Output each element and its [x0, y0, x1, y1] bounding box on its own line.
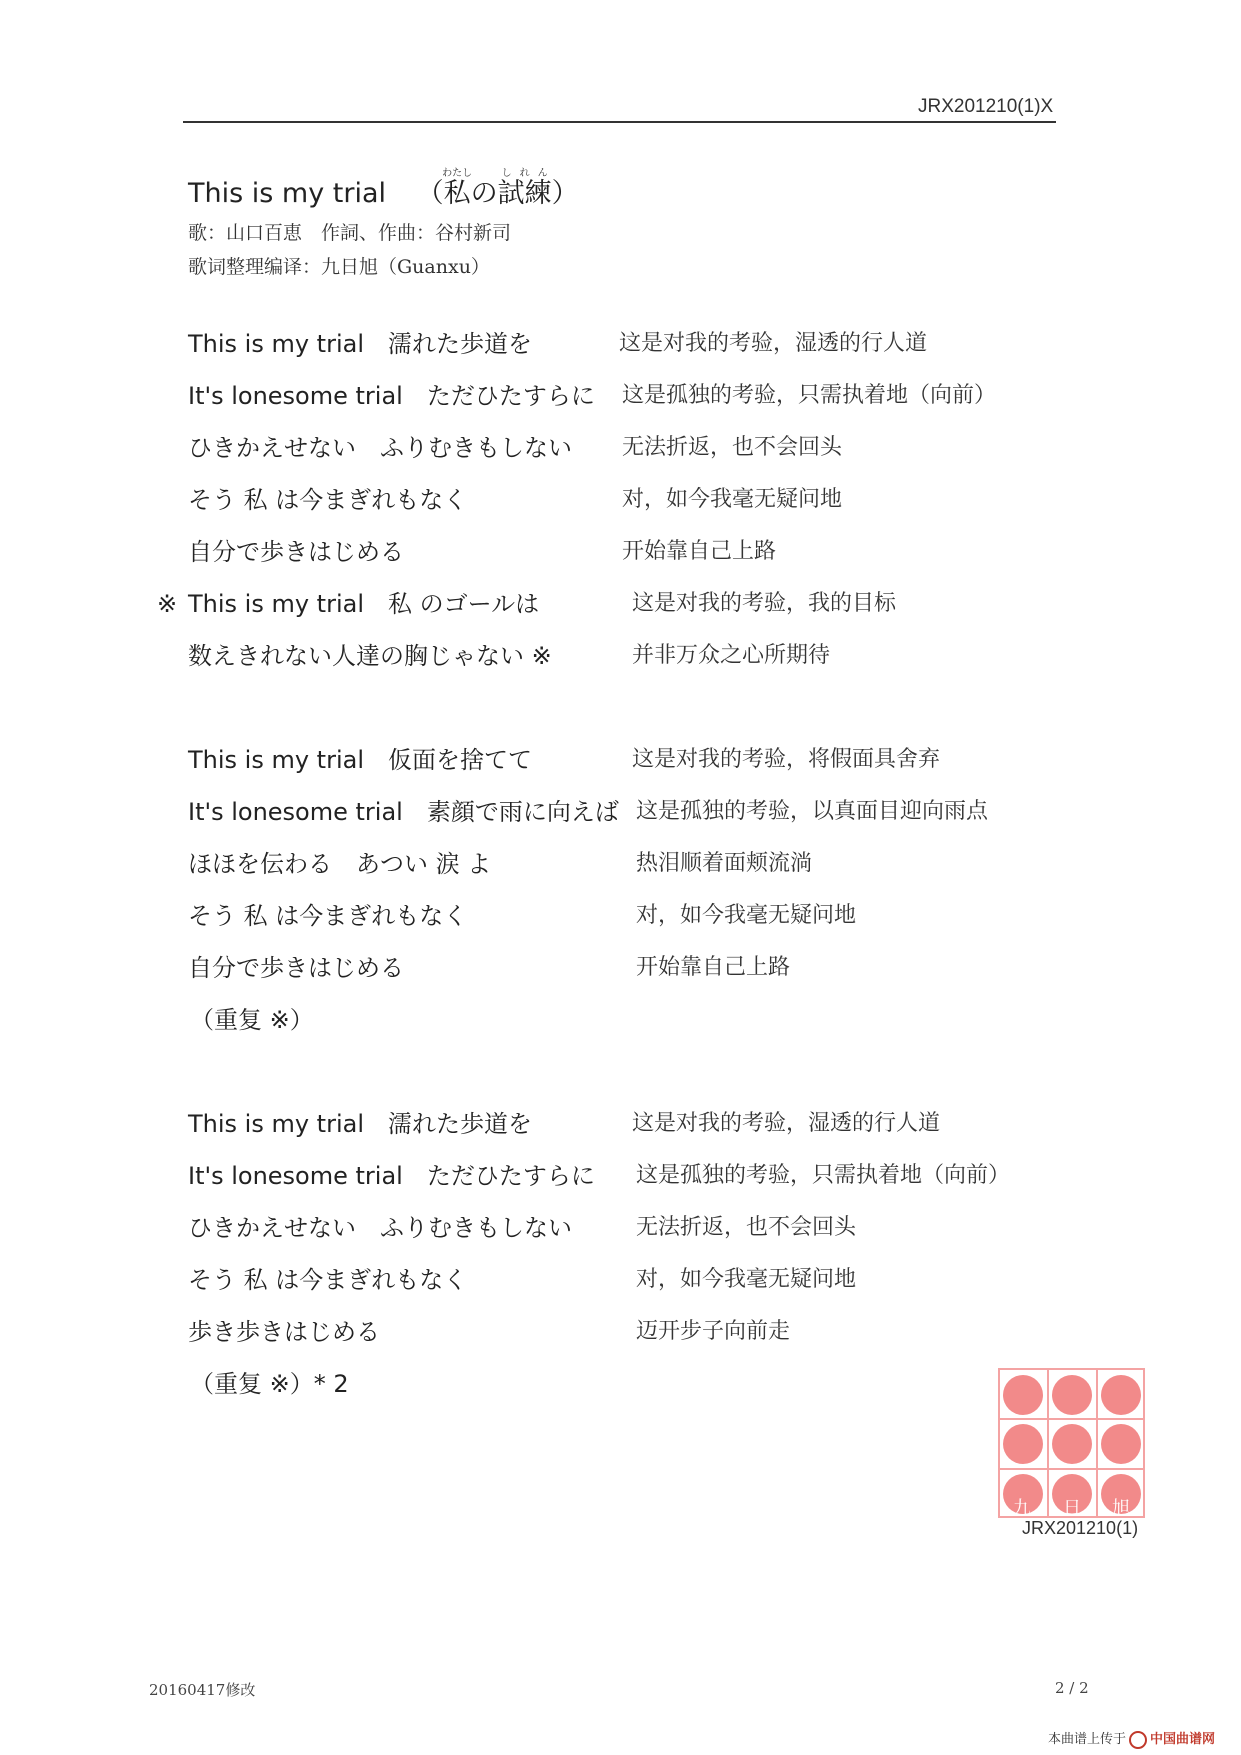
lyric-cn: 开始靠自己上路	[636, 955, 791, 980]
credits-line: 歌：山口百恵 作詞、作曲：谷村新司	[188, 222, 512, 244]
title-ruby-watashi: 私わたし	[442, 168, 473, 209]
seal-char: 九	[1013, 1498, 1031, 1519]
lyric-cn: 无法折返，也不会回头	[636, 1215, 857, 1240]
seal-char: 旭	[1112, 1498, 1130, 1519]
lyric-jp: ひきかえせない ふりむきもしない	[188, 1214, 572, 1242]
lyric-cn: 这是对我的考验，我的目标	[632, 591, 897, 616]
page-number: 2 / 2	[1055, 1679, 1089, 1697]
lyric-cn: 并非万众之心所期待	[632, 643, 831, 668]
repeat-note: （重复 ※）	[190, 1006, 314, 1034]
lyric-cn: 对，如今我毫无疑问地	[636, 903, 857, 928]
lyric-jp: It's lonesome trial ただひたすらに	[188, 1162, 595, 1190]
lyric-cn: 这是孤独的考验，只需执着地（向前）	[636, 1163, 1011, 1188]
site-logo-icon	[1129, 1731, 1147, 1749]
lyric-jp: This is my trial 濡れた歩道を	[188, 330, 533, 358]
title-particle: の	[470, 178, 498, 209]
lyric-cn: 热泪顺着面颊流淌	[636, 851, 813, 876]
lyric-jp: 数えきれない人達の胸じゃない ※	[188, 642, 552, 670]
song-title	[188, 168, 579, 210]
lyric-jp: It's lonesome trial 素顔で雨に向えば	[188, 798, 619, 826]
repeat-note: （重复 ※）* 2	[190, 1370, 349, 1398]
lyric-cn: 这是对我的考验，湿透的行人道	[619, 331, 928, 356]
lyric-jp: そう 私 は今まぎれもなく	[188, 486, 468, 514]
title-english: This is my trial	[188, 178, 387, 209]
header-rule	[183, 121, 1056, 123]
lyric-jp: 自分で歩きはじめる	[188, 538, 404, 566]
lyric-cn: 对，如今我毫无疑问地	[636, 1267, 857, 1292]
upload-credit[interactable]	[1048, 1728, 1215, 1749]
chorus-start-mark: ※	[157, 590, 178, 618]
lyric-jp: ほほを伝わる あつい 涙 よ	[188, 850, 492, 878]
title-close-paren: ）	[551, 178, 579, 209]
lyric-cn: 这是孤独的考验，只需执着地（向前）	[622, 383, 997, 408]
translator-line: 歌词整理编译：九日旭（Guanxu）	[188, 256, 490, 278]
lyric-jp: 自分で歩きはじめる	[188, 954, 404, 982]
lyric-cn: 开始靠自己上路	[622, 539, 777, 564]
seal-char: 日	[1063, 1498, 1081, 1519]
lyric-jp: ひきかえせない ふりむきもしない	[188, 434, 572, 462]
lyric-jp: そう 私 は今まぎれもなく	[188, 902, 468, 930]
upload-text: 本曲谱上传于	[1048, 1732, 1127, 1747]
lyric-jp: そう 私 は今まぎれもなく	[188, 1266, 468, 1294]
seal-code: JRX201210(1)	[1022, 1518, 1139, 1538]
lyric-cn: 这是对我的考验，湿透的行人道	[632, 1111, 941, 1136]
lyric-jp: This is my trial 私 のゴールは	[188, 590, 540, 618]
site-name-link[interactable]: 中国曲谱网	[1150, 1732, 1216, 1747]
footer-date: 20160417修改	[149, 1681, 256, 1699]
lyric-cn: 这是对我的考验，将假面具舍弃	[632, 747, 941, 772]
lyric-cn: 迈开步子向前走	[636, 1319, 791, 1344]
lyric-jp: This is my trial 濡れた歩道を	[188, 1110, 533, 1138]
lyric-jp: 歩き歩きはじめる	[188, 1318, 380, 1346]
lyric-cn: 对，如今我毫无疑问地	[622, 487, 843, 512]
lyric-cn: 无法折返，也不会回头	[622, 435, 843, 460]
lyric-jp: This is my trial 仮面を捨てて	[188, 746, 533, 774]
title-open-paren: （	[416, 178, 444, 209]
lyric-cn: 这是孤独的考验，以真面目迎向雨点	[636, 799, 989, 824]
seal-stamp	[998, 1368, 1145, 1518]
lyric-jp: It's lonesome trial ただひたすらに	[188, 382, 595, 410]
title-ruby-shiren: 試練しれん	[497, 168, 552, 209]
document-code: JRX201210(1)X	[918, 96, 1054, 117]
